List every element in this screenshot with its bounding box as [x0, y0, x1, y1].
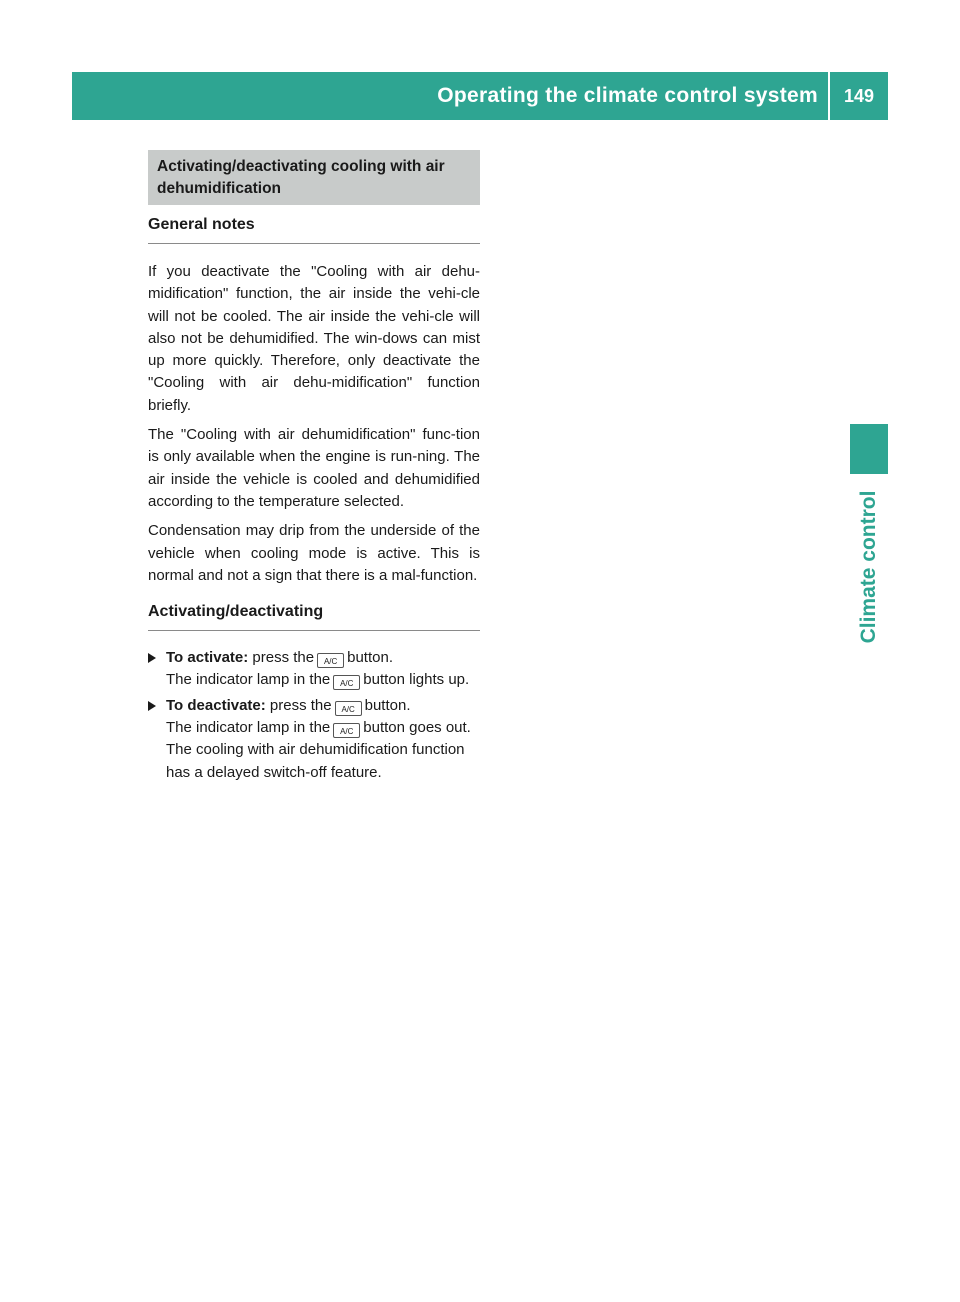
page-number: 149	[843, 86, 875, 106]
step-text: press the	[269, 696, 332, 714]
general-notes-heading: General notes	[148, 214, 480, 244]
instruction-list	[148, 647, 480, 784]
step-text: button.	[364, 696, 411, 714]
step-text: The indicator lamp in the	[166, 671, 331, 689]
ac-button-icon: A/C	[317, 653, 344, 668]
step-arrow-icon	[148, 653, 156, 663]
step-lead: To activate:	[166, 649, 249, 667]
step-text: button goes out. The cooling with air dehumidification function has a delayed switch-off feature.	[166, 719, 471, 781]
paragraph: The "Cooling with air dehumidification" func-tion is only available when the engine is run-ning. The air inside the vehicle is cooled and dehumidified according to the temperature selected.	[148, 426, 480, 510]
chapter-tab-marker	[850, 424, 888, 474]
instruction-step	[148, 647, 480, 692]
ac-button-icon: A/C	[333, 723, 360, 738]
section-title: Activating/deactivating cooling with air dehumidification	[148, 150, 480, 205]
chapter-side-label: Climate control	[857, 490, 880, 644]
step-text: button.	[347, 649, 393, 667]
paragraph: Condensation may drip from the underside of the vehicle when cooling mode is active. This is normal and not a sign that there is a mal-function.	[148, 522, 480, 584]
step-text: press the	[252, 649, 315, 667]
activating-heading: Activating/deactivating	[148, 601, 480, 631]
paragraph: If you deactivate the "Cooling with air dehu-midification" function, the air inside the vehi-cle will not be cooled. The air inside the vehi-cle will also not be dehumidified. The win-dows can mist up more quickly. Therefore, only deactivate the "Cooling with air dehu-midification" function briefly.	[148, 263, 480, 414]
content-column	[148, 150, 480, 784]
step-arrow-icon	[148, 701, 156, 711]
step-text: button lights up.	[363, 671, 470, 689]
page-header	[72, 72, 888, 120]
instruction-step	[148, 695, 480, 784]
chapter-title: Operating the climate control system	[437, 84, 818, 107]
ac-button-icon: A/C	[333, 675, 360, 690]
step-lead: To deactivate:	[166, 696, 266, 714]
step-text: The indicator lamp in the	[166, 719, 331, 737]
ac-button-icon: A/C	[335, 701, 362, 716]
